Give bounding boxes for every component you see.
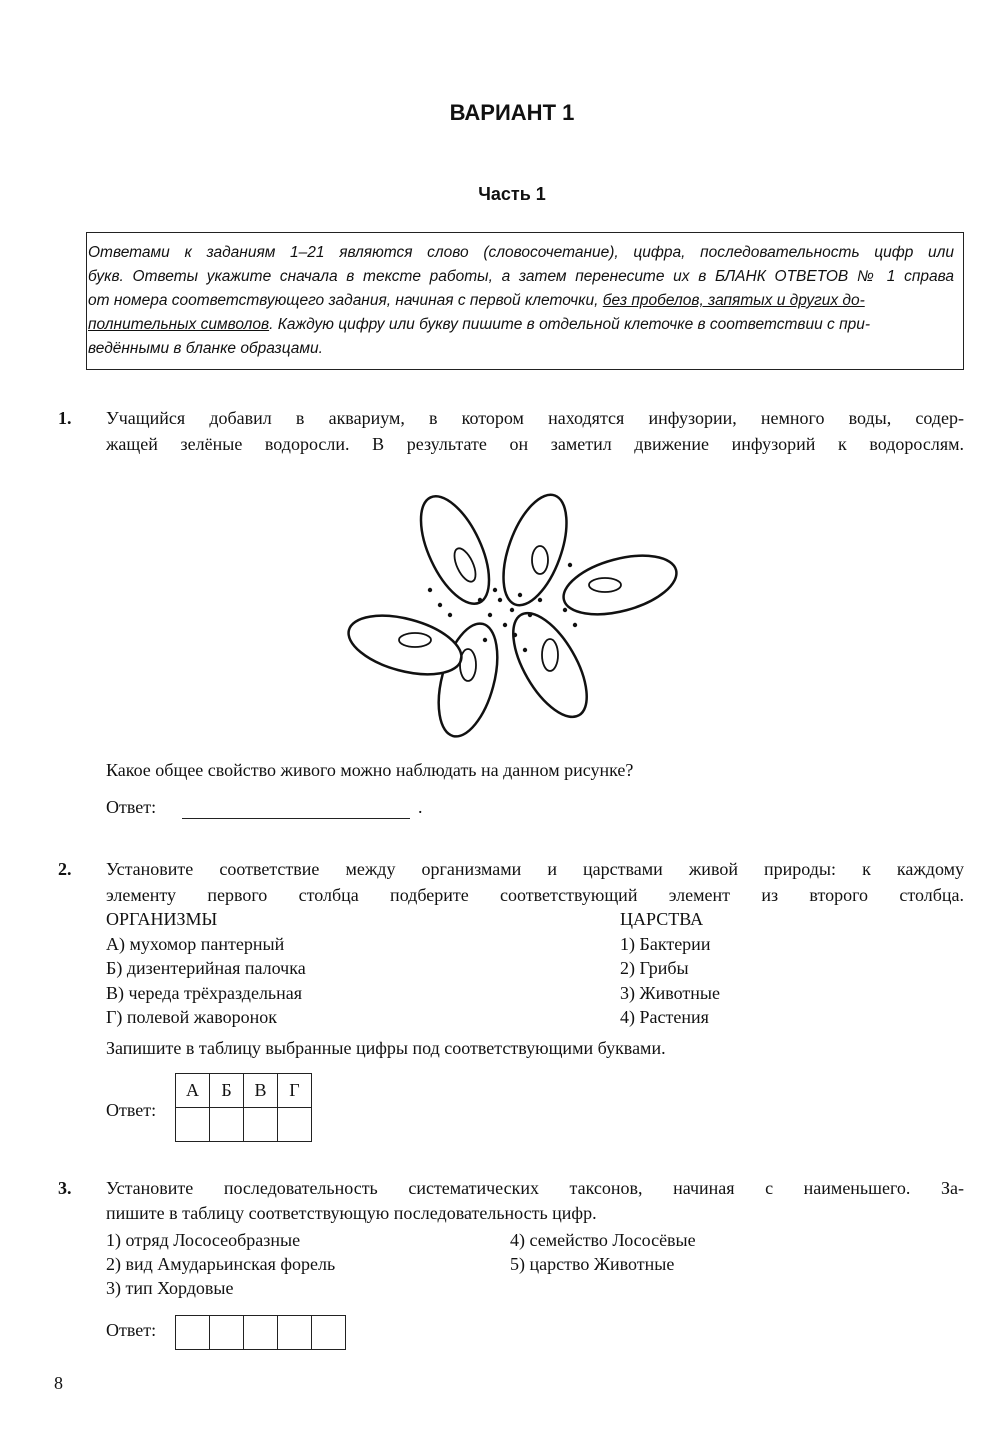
- kingdoms-header: ЦАРСТВА: [620, 909, 704, 929]
- answer-cell[interactable]: [176, 1316, 210, 1350]
- instructions-line: Ответами к заданиям 1–21 являются слово (словосочетание), цифра, последовательность цифр или: [88, 244, 954, 261]
- answer-cell[interactable]: [278, 1316, 312, 1350]
- answer-input[interactable]: [182, 800, 410, 819]
- question-number: 2.: [58, 859, 72, 879]
- question-text: пишите в таблицу соответствующую последовательность цифр.: [106, 1203, 597, 1223]
- table-header: В: [244, 1074, 278, 1108]
- answer-table: [175, 1073, 312, 1142]
- answer-cell[interactable]: [210, 1316, 244, 1350]
- kingdom-item: 4) Растения: [620, 1007, 709, 1027]
- instructions-line: букв. Ответы укажите сначала в тексте работы, а затем перенесите их в БЛАНК ОТВЕТОВ № 1 справа: [88, 268, 954, 285]
- instructions-text: от номера соответствующего задания, начиная с первой клеточки,: [88, 292, 603, 309]
- paramecia-illustration: [330, 470, 690, 740]
- taxon-item: 4) семейство Лососёвые: [510, 1230, 696, 1250]
- answer-cell[interactable]: [210, 1108, 244, 1142]
- variant-title: ВАРИАНТ 1: [449, 100, 575, 125]
- kingdom-item: 2) Грибы: [620, 958, 689, 978]
- question-text: Установите последовательность систематических таксонов, начиная с наименьшего. За-: [106, 1178, 964, 1198]
- answer-label: Ответ:: [106, 797, 157, 817]
- organism-item: Б) дизентерийная палочка: [106, 958, 306, 978]
- instructions-text: . Каждую цифру или букву пишите в отдельной клеточке в соответствии с при-: [269, 316, 871, 333]
- instructions-underlined: без пробелов, запятых и других до-: [602, 292, 865, 309]
- table-header: Г: [278, 1074, 312, 1108]
- question-number: 1.: [58, 408, 72, 428]
- instructions-line: [88, 292, 954, 310]
- instructions-line: ведёнными в бланке образцами.: [88, 340, 323, 357]
- answer-label: Ответ:: [106, 1320, 157, 1340]
- part-title: Часть 1: [478, 184, 546, 204]
- answer-cell[interactable]: [244, 1108, 278, 1142]
- organisms-header: ОРГАНИЗМЫ: [106, 909, 218, 929]
- question-text: Учащийся добавил в аквариум, в котором находятся инфузории, немного воды, содер-: [106, 408, 964, 428]
- answer-cell[interactable]: [176, 1108, 210, 1142]
- organism-item: В) череда трёхраздельная: [106, 983, 303, 1003]
- page-number: 8: [54, 1373, 63, 1393]
- table-header: А: [176, 1074, 210, 1108]
- taxon-item: 3) тип Хордовые: [106, 1278, 234, 1298]
- question-number: 3.: [58, 1178, 72, 1198]
- kingdom-item: 1) Бактерии: [620, 934, 711, 954]
- paramecium: [557, 545, 683, 625]
- taxon-item: 1) отряд Лососеобразные: [106, 1230, 301, 1250]
- question-prompt: Какое общее свойство живого можно наблюдать на данном рисунке?: [106, 760, 634, 780]
- taxon-item: 5) царство Животные: [510, 1254, 675, 1274]
- question-text: жащей зелёные водоросли. В результате он заметил движение инфузорий к водорослям.: [106, 434, 964, 454]
- instructions-underlined: полнительных символов: [88, 316, 270, 333]
- period: .: [418, 797, 423, 817]
- table-instruction: Запишите в таблицу выбранные цифры под соответствующими буквами.: [106, 1038, 666, 1058]
- answer-label: Ответ:: [106, 1100, 157, 1120]
- table-header: Б: [210, 1074, 244, 1108]
- organism-item: Г) полевой жаворонок: [106, 1007, 277, 1027]
- instructions-line: [88, 316, 954, 334]
- taxon-item: 2) вид Амударьинская форель: [106, 1254, 336, 1274]
- kingdom-item: 3) Животные: [620, 983, 720, 1003]
- organism-item: А) мухомор пантерный: [106, 934, 285, 954]
- answer-cell[interactable]: [312, 1316, 346, 1350]
- answer-cell[interactable]: [278, 1108, 312, 1142]
- answer-cell[interactable]: [244, 1316, 278, 1350]
- paramecium: [498, 602, 601, 728]
- question-text: Установите соответствие между организмами и царствами живой природы: к каждому: [106, 859, 964, 879]
- question-text: элементу первого столбца подберите соответствующий элемент из второго столбца.: [106, 885, 964, 905]
- answer-cells: [175, 1315, 346, 1350]
